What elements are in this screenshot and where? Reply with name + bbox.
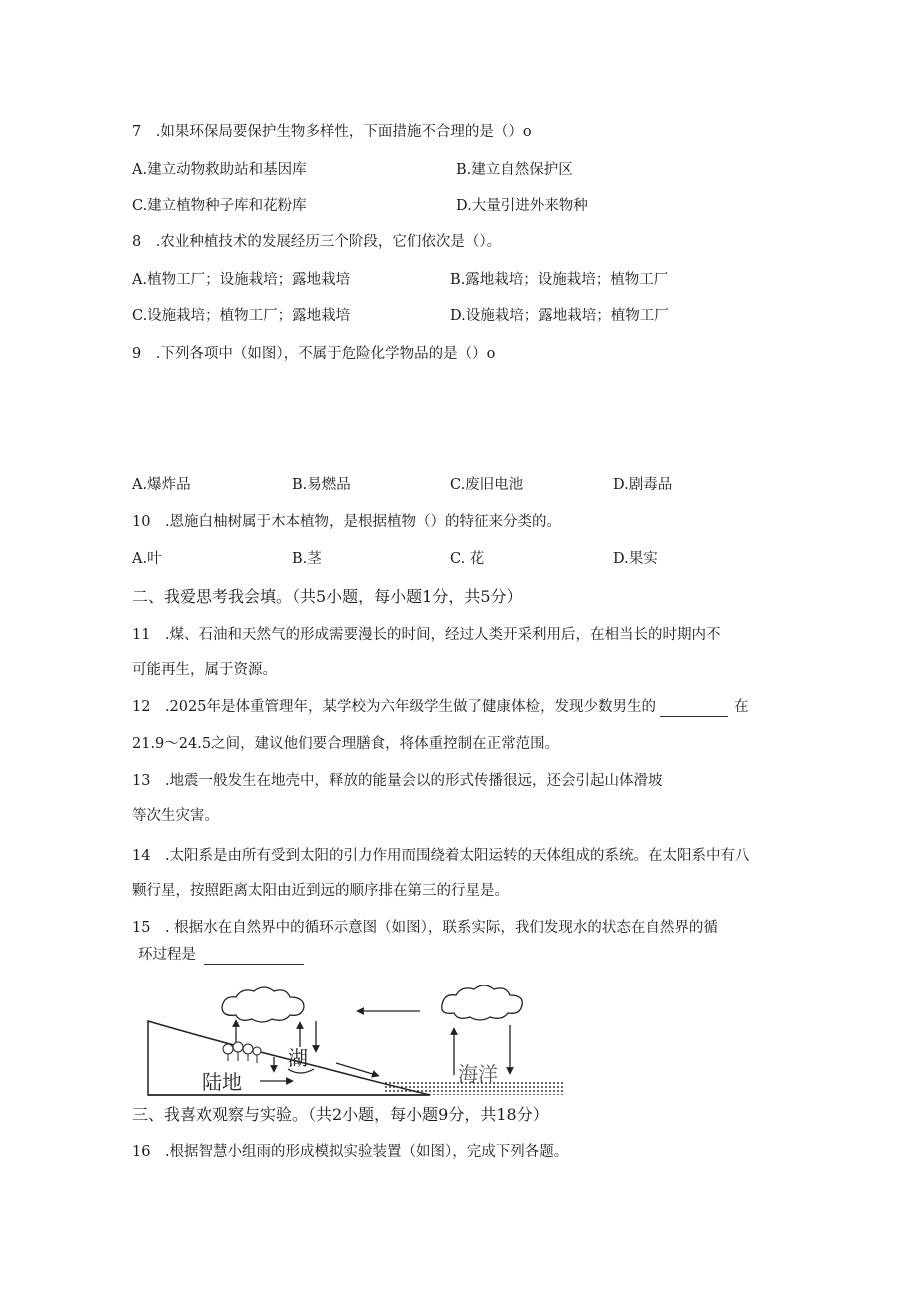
q15-line2: [138, 945, 304, 965]
q15-line2-text: 环过程是: [138, 947, 196, 963]
q7-option-b: B.建立自然保护区: [456, 162, 573, 178]
q14-line1: 14 .太阳系是由所有受到太阳的引力作用而围绕着太阳运转的天体组成的系统。在太阳系中有八: [132, 848, 750, 864]
q8-option-a: A.植物工厂；设施栽培；露地栽培: [132, 272, 351, 288]
q7-option-a: A.建立动物救助站和基因库: [132, 162, 307, 178]
water-cycle-diagram: [140, 985, 570, 1100]
section2-title: 二、我爱思考我会填。（共5小题，每小题1分，共5分）: [132, 587, 523, 606]
q10-option-d: D.果实: [613, 551, 658, 567]
land-cloud-icon: [222, 987, 304, 1022]
q15-line1: 15 . 根据水在自然界中的循环示意图（如图），联系实际，我们发现水的状态在自然界的循: [132, 920, 718, 936]
q15-answer-blank[interactable]: [204, 950, 304, 965]
q8-option-d: D.设施栽培；露地栽培；植物工厂: [450, 308, 669, 324]
ocean-label: 海洋: [458, 1062, 498, 1086]
q8-option-c: C.设施栽培；植物工厂；露地栽培: [132, 308, 351, 324]
lake-label: 湖: [288, 1046, 308, 1070]
ocean-cloud-icon: [442, 985, 523, 1020]
q11-line1: 11 .煤、石油和天然气的形成需要漫长的时间，经过人类开采利用后，在相当长的时期内不: [132, 627, 721, 643]
q12-answer-blank[interactable]: [660, 702, 728, 717]
land-label: 陆地: [202, 1070, 242, 1094]
q7-stem: 7 .如果环保局要保护生物多样性，下面措施不合理的是（）o: [132, 124, 532, 140]
q16-stem: 16 .根据智慧小组雨的形成模拟实验装置（如图），完成下列各题。: [132, 1144, 569, 1160]
q10-stem: 10 .恩施白柚树属于木本植物，是根据植物（）的特征来分类的。: [132, 514, 562, 530]
q9-option-b: B.易燃品: [292, 477, 351, 493]
q10-option-b: B.茎: [292, 551, 322, 567]
q12-line1-text: 12 .2025年是体重管理年，某学校为六年级学生做了健康体检，发现少数男生的: [132, 699, 656, 715]
q14-line2: 颗行星，按照距离太阳由近到远的顺序排在第三的行星是。: [132, 883, 509, 899]
section3-title: 三、我喜欢观察与实验。（共2小题，每小题9分，共18分）: [132, 1105, 549, 1124]
q9-option-d: D.剧毒品: [613, 477, 673, 493]
q12-line1: [132, 697, 748, 717]
q8-option-b: B.露地栽培；设施栽培；植物工厂: [450, 272, 669, 288]
q7-option-c: C.建立植物种子库和花粉库: [132, 198, 307, 214]
q7-option-d: D.大量引进外来物种: [456, 198, 588, 214]
q9-stem: 9 .下列各项中（如图），不属于危险化学物品的是（）o: [132, 346, 496, 362]
q9-option-c: C.废旧电池: [450, 477, 524, 493]
q13-line2: 等次生灾害。: [132, 808, 219, 824]
q10-option-a: A.叶: [132, 551, 162, 567]
q8-stem: 8 .农业种植技术的发展经历三个阶段，它们依次是（）。: [132, 234, 502, 250]
q12-line2: 21.9～24.5之间，建议他们要合理膳食，将体重控制在正常范围。: [132, 736, 560, 752]
q9-option-a: A.爆炸品: [132, 477, 191, 493]
q10-option-c: C. 花: [450, 551, 485, 567]
q11-line2: 可能再生，属于资源。: [132, 662, 277, 678]
q12-line1-tail: 在: [733, 699, 749, 715]
q13-line1: 13 .地震一般发生在地壳中，释放的能量会以的形式传播很远，还会引起山体滑坡: [132, 773, 663, 789]
trees-icon: [223, 1042, 261, 1063]
